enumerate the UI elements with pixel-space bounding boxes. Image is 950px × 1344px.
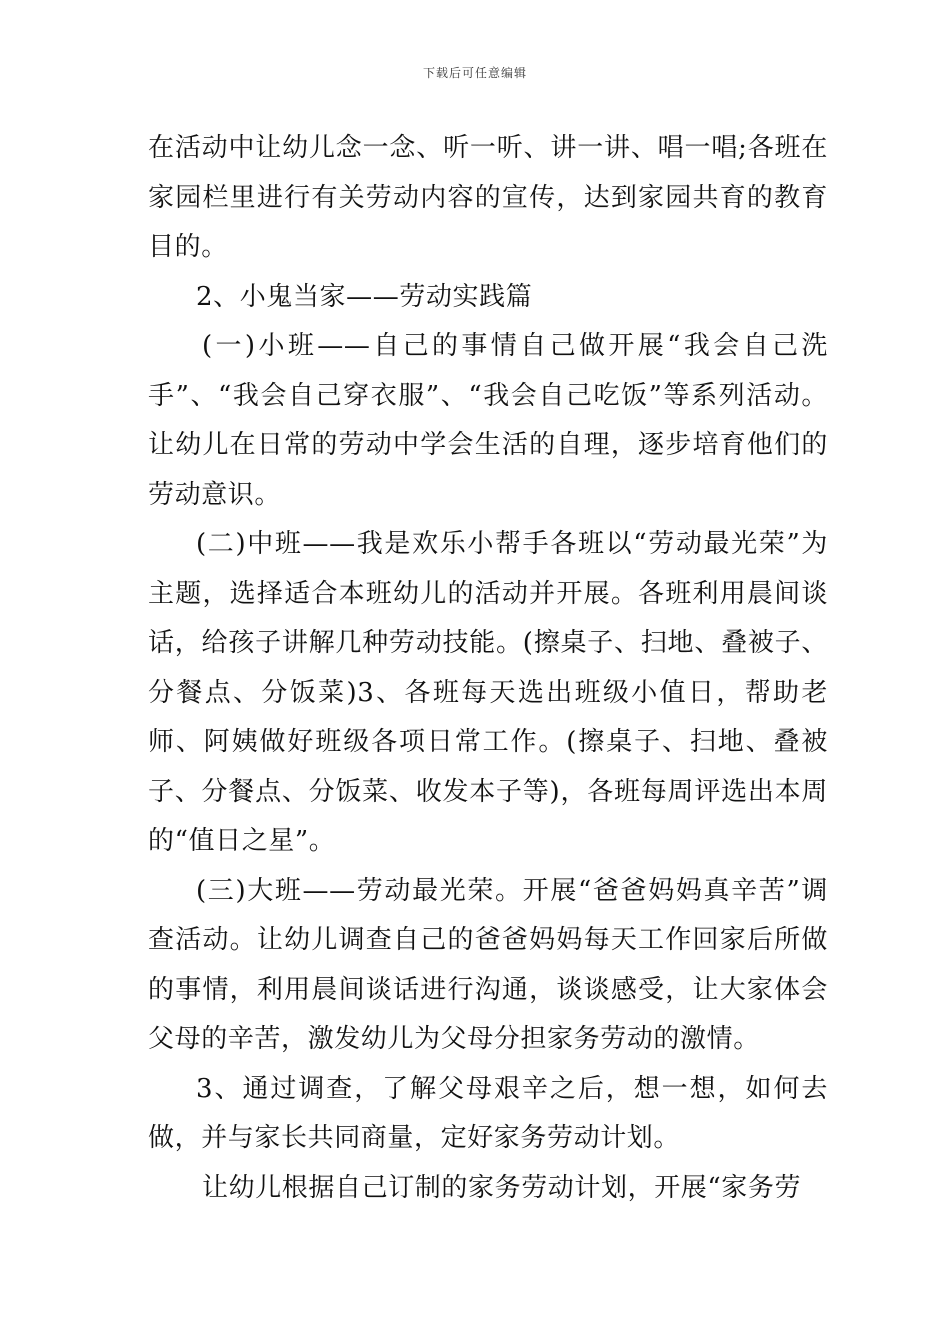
paragraph-middle-class: (二)中班——我是欢乐小帮手各班以“劳动最光荣”为主题，选择适合本班幼儿的活动并开展。各班利用晨间谈话，给孩子讲解几种劳动技能。(擦桌子、扫地、叠被子、分餐点、分饭菜)3、各班每天选出班级小值日，帮助老师、阿姨做好班级各项日常工作。(擦桌子、扫地、叠被子、分餐点、分饭菜、收发本子等)，各班每周评选出本周的“值日之星”。: [148, 529, 828, 856]
paragraph-section-heading: 2、小鬼当家——劳动实践篇: [196, 281, 533, 312]
page-header-note: 下载后可任意编辑: [422, 66, 527, 80]
paragraph-small-class: (一)小班——自己的事情自己做开展“我会自己洗手”、“我会自己穿衣服”、“我会自己吃饭”等系列活动。让幼儿在日常的劳动中学会生活的自理，逐步培育他们的劳动意识。: [148, 331, 828, 510]
paragraph-large-class: (三)大班——劳动最光荣。开展“爸爸妈妈真辛苦”调查活动。让幼儿调查自己的爸爸妈妈每天工作回家后所做的事情，利用晨间谈话进行沟通，谈谈感受，让大家体会父母的辛苦，激发幼儿为父母分担家务劳动的激情。: [148, 875, 828, 1054]
paragraph-survey: 3、通过调查，了解父母艰辛之后，想一想，如何去做，并与家长共同商量，定好家务劳动计划。: [148, 1073, 828, 1153]
document-body: [148, 124, 828, 1213]
paragraph-activity-intro: 在活动中让幼儿念一念、听一听、讲一讲、唱一唱;各班在家园栏里进行有关劳动内容的宣传，达到家园共育的教育目的。: [148, 133, 828, 262]
paragraph-household-plan: 让幼儿根据自己订制的家务劳动计划，开展“家务劳: [202, 1172, 802, 1203]
